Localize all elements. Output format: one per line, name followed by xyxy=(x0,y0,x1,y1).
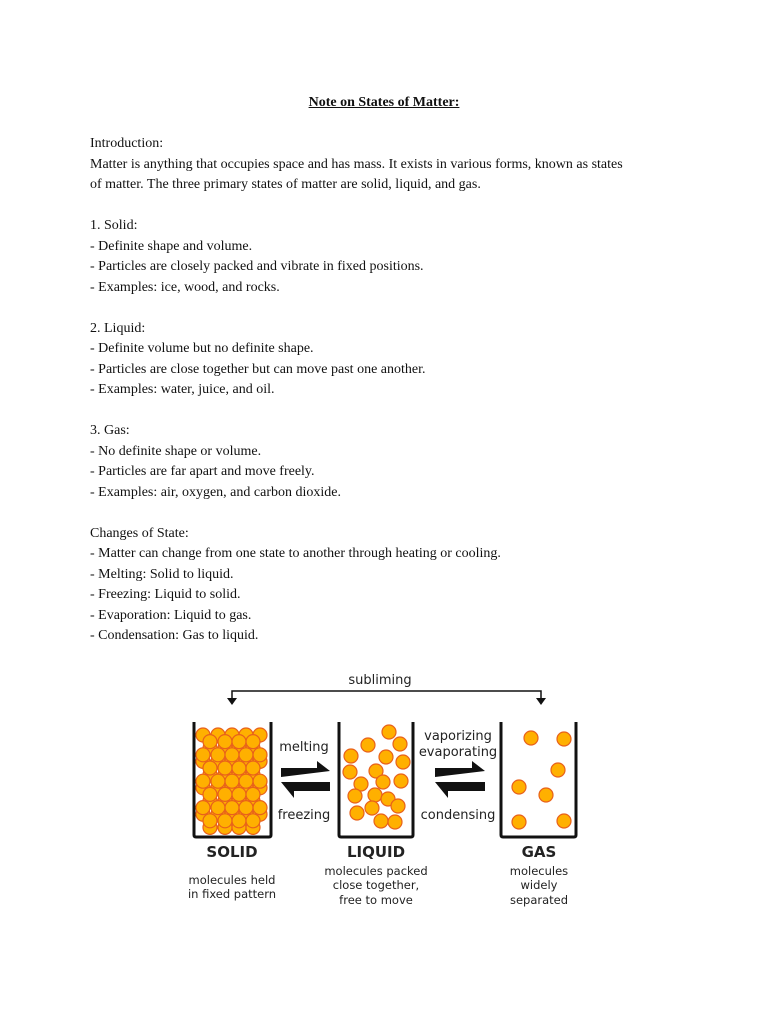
bullet-item: - Matter can change from one state to another through heating or cooling. xyxy=(90,546,501,561)
bullet-item: - Evaporation: Liquid to gas. xyxy=(90,607,252,623)
bullet-item: - Examples: ice, wood, and rocks. xyxy=(90,279,280,295)
particle xyxy=(379,750,393,764)
particle xyxy=(211,774,225,788)
gas-label: GAS xyxy=(521,843,557,861)
melting-label: melting xyxy=(279,740,329,755)
particle xyxy=(512,815,526,829)
particle xyxy=(394,774,408,788)
particle xyxy=(253,774,267,788)
bullet-item: - Examples: air, oxygen, and carbon dioxide. xyxy=(90,484,341,500)
solid-label: SOLID xyxy=(206,843,258,861)
particle xyxy=(239,748,253,762)
particle xyxy=(368,788,382,802)
condensing-label: condensing xyxy=(420,808,496,823)
particle xyxy=(343,765,357,779)
particle xyxy=(350,806,364,820)
bullet-item: - Particles are closely packed and vibrate in fixed positions. xyxy=(90,259,424,274)
particle xyxy=(396,755,410,769)
particle xyxy=(361,738,375,752)
left-arrow-icon xyxy=(435,782,485,798)
evaporating-label: evaporating xyxy=(418,745,498,760)
section-heading-gas: 3. Gas: xyxy=(90,423,130,438)
particle xyxy=(348,789,362,803)
bullet-item: - Examples: water, juice, and oil. xyxy=(90,382,275,397)
particle xyxy=(344,749,358,763)
particle xyxy=(218,814,232,828)
states-of-matter-diagram xyxy=(185,665,585,915)
gas-desc: widely xyxy=(520,878,558,892)
particle xyxy=(203,761,217,775)
particle xyxy=(551,763,565,777)
liquid-label: LIQUID xyxy=(346,843,406,861)
particle xyxy=(246,814,260,828)
liquid-particles xyxy=(343,725,410,829)
particle xyxy=(232,761,246,775)
particle xyxy=(512,780,526,794)
particle xyxy=(246,787,260,801)
particle xyxy=(203,735,217,749)
particle xyxy=(218,761,232,775)
document-title: Note on States of Matter: xyxy=(308,95,460,110)
particle xyxy=(374,814,388,828)
bullet-item: - Definite volume but no definite shape. xyxy=(90,341,314,356)
bullet-item: - Particles are far apart and move freely. xyxy=(90,464,315,479)
particle xyxy=(246,735,260,749)
solid-particles xyxy=(196,728,267,834)
document-body xyxy=(90,93,690,647)
particle xyxy=(239,801,253,815)
gas-particles xyxy=(512,731,571,829)
particle xyxy=(225,774,239,788)
particle xyxy=(393,737,407,751)
particle xyxy=(246,761,260,775)
bullet-item: - Definite shape and volume. xyxy=(90,238,253,254)
vaporizing-condensing-arrows xyxy=(435,761,485,798)
subliming-arrow xyxy=(227,691,546,705)
particle xyxy=(203,787,217,801)
particle xyxy=(218,787,232,801)
diagram-svg xyxy=(185,665,585,915)
particle xyxy=(196,801,210,815)
particle xyxy=(253,801,267,815)
subliming-label: subliming xyxy=(348,673,412,688)
particle xyxy=(391,799,405,813)
bullet-item: - Condensation: Gas to liquid. xyxy=(90,628,259,643)
intro-line: of matter. The three primary states of matter are solid, liquid, and gas. xyxy=(90,177,481,192)
particle xyxy=(225,748,239,762)
particle xyxy=(225,801,239,815)
melting-freezing-arrows xyxy=(281,761,330,798)
particle xyxy=(253,748,267,762)
freezing-label: freezing xyxy=(277,808,331,823)
bullet-item: - Particles are close together but can move past one another. xyxy=(90,361,426,377)
particle xyxy=(232,814,246,828)
particle xyxy=(211,801,225,815)
particle xyxy=(382,725,396,739)
intro-heading: Introduction: xyxy=(90,136,164,151)
particle xyxy=(388,815,402,829)
left-arrow-icon xyxy=(281,782,330,798)
particle xyxy=(376,775,390,789)
particle xyxy=(232,787,246,801)
particle xyxy=(196,748,210,762)
bullet-item: - No definite shape or volume. xyxy=(90,443,262,459)
section-heading-solid: 1. Solid: xyxy=(90,218,138,233)
solid-desc: in fixed pattern xyxy=(187,887,277,901)
particle xyxy=(557,732,571,746)
liquid-desc: molecules packed xyxy=(324,864,428,878)
particle xyxy=(365,801,379,815)
particle xyxy=(203,814,217,828)
particle xyxy=(218,735,232,749)
liquid-desc: free to move xyxy=(339,893,413,907)
right-arrow-icon xyxy=(281,761,330,777)
particle xyxy=(196,774,210,788)
gas-desc: molecules xyxy=(509,864,569,878)
particle xyxy=(232,735,246,749)
bullet-item: - Freezing: Liquid to solid. xyxy=(90,587,241,602)
section-heading-changes: Changes of State: xyxy=(90,525,189,541)
bullet-item: - Melting: Solid to liquid. xyxy=(90,566,234,582)
section-heading-liquid: 2. Liquid: xyxy=(90,320,146,336)
particle xyxy=(524,731,538,745)
particle xyxy=(239,774,253,788)
particle xyxy=(211,748,225,762)
particle xyxy=(539,788,553,802)
solid-desc: molecules held xyxy=(188,873,276,887)
particle xyxy=(557,814,571,828)
intro-line: Matter is anything that occupies space and has mass. It exists in various forms, known as states xyxy=(90,156,623,172)
liquid-desc: close together, xyxy=(332,878,420,892)
vaporizing-label: vaporizing xyxy=(424,729,492,744)
right-arrow-icon xyxy=(435,761,485,777)
gas-desc: separated xyxy=(509,893,569,907)
